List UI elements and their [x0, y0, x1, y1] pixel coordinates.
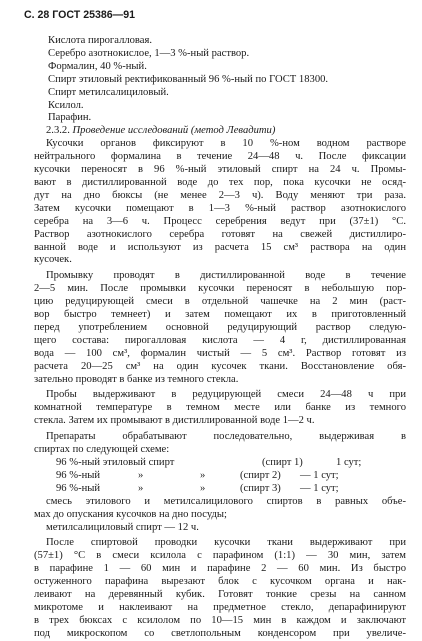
schedule-row [34, 457, 406, 470]
reagent-item: Парафин. [48, 112, 92, 124]
schedule-alcohol: 96 %-ный [56, 482, 101, 494]
schedule-step: (спирт 3) [240, 482, 281, 494]
text-line: Затем кусочки помещают в 1—3 %-ный раствор азотнокислого [34, 202, 406, 214]
text-line: вода — 100 см³, формалин чистый — 5 см³. Раствор готовят из [34, 347, 406, 359]
text-line: Раствор азотнокислого серебра готовят на свежей дистиллиро- [34, 228, 406, 240]
text-line: леивают на деревянный кубик. Готовят тонкие срезы на санном [34, 589, 406, 601]
text-line: нейтрального формалина в течение 24—48 ч. После фиксации [34, 151, 406, 163]
schedule-row [34, 483, 406, 496]
paragraph-mixture [34, 496, 406, 535]
document-page [24, 9, 406, 641]
reagent-list [36, 35, 406, 125]
text-line: (57±1) °С в смеси ксилола с парафином (1:1) — 30 мин, затем [34, 550, 406, 562]
paragraph-reduction [34, 389, 406, 428]
reagent-item: Формалин, 40 %-ный. [48, 60, 147, 72]
schedule-time: — 1 сут; [300, 482, 339, 494]
schedule-step: (спирт 1) [262, 457, 303, 468]
schedule-row [34, 470, 406, 483]
text-line: После спиртовой проводки кусочки ткани выдерживают при [46, 537, 406, 549]
reagent-item: Спирт метилсалициловый. [48, 86, 169, 98]
text-line: кусочки переносят в 96 %-ный этиловый спирт на 24 ч. Промы- [34, 164, 406, 176]
schedule-time: 1 сут; [336, 457, 362, 468]
text-line: серебра на 3—6 ч. Процесс серебрения ведут при (37±1) °С. [34, 215, 406, 227]
schedule-step: (спирт 2) [240, 469, 281, 481]
reagent-item: Серебро азотнокислое, 1—3 %-ный раствор. [48, 47, 250, 59]
ditto-mark: » [200, 482, 206, 494]
text-line: цию редуцирующей смеси в отдельной чашечке на 2 мин (раст- [34, 296, 406, 308]
section-number: 2.3.2. [46, 125, 70, 137]
text-line: Пробы выдерживают в редуцирующей смеси 24—48 ч при [46, 389, 406, 401]
reagent-item: Ксилол. [48, 99, 84, 111]
text-line: кусочек. [34, 254, 72, 266]
ditto-mark: » [200, 469, 206, 481]
text-line: в парафине 1 — 60 мин и парафине 2 — 60 мин. Из быстро [34, 563, 406, 575]
text-line: Препараты обрабатывают последовательно, выдерживая в [46, 431, 406, 443]
page-header [24, 9, 406, 22]
text-line: спиртах по следующей схеме: [34, 444, 170, 456]
reagent-item: Спирт этиловый ректификованный 96 %-ный по ГОСТ 18300. [48, 73, 329, 85]
text-line: зательно проводят в банке из темного стекла. [34, 373, 239, 385]
text-line: вор быстро темнеет) и затем помещают их в приготовленный [34, 309, 406, 321]
paragraph-embedding [34, 537, 406, 640]
text-line: под микроскопом со светлопольным конденсором при увеличе- [34, 627, 406, 639]
text-line: микротоме и наклеивают на предметное стекло, депарафинируют [34, 601, 406, 613]
paragraph-processing [34, 431, 406, 457]
text-line: ванной воде и используют из расчета 15 см³ раствора на один [34, 241, 406, 253]
text-line: смесь этилового и метилсалицилового спиртов в равных объе- [46, 495, 406, 507]
text-line: метилсалициловый спирт — 12 ч. [46, 521, 199, 533]
alcohol-schedule [34, 457, 406, 496]
text-line: щего состава: пирогалловая кислота — 4 г, дистиллированная [34, 334, 406, 346]
section-heading [34, 125, 406, 138]
text-line: вают в дистиллированной воде до тех пор, пока кусочки не осяд- [34, 176, 406, 188]
ditto-mark: » [138, 482, 144, 494]
schedule-alcohol: 96 %-ный этиловый спирт [56, 457, 175, 468]
text-line: в трех бюксах с ксилолом по 10—15 мин в каждом и заключают [34, 614, 406, 626]
paragraph-fixation [34, 138, 406, 267]
section-title: Проведение исследований (метод Левадити) [72, 125, 276, 137]
schedule-alcohol: 96 %-ный [56, 469, 101, 481]
standard-number: ГОСТ 25386—91 [52, 9, 136, 21]
ditto-mark: » [138, 469, 144, 481]
text-line: 2—5 мин. После промывки кусочки переносят в небольшую пор- [34, 283, 406, 295]
text-line: остуженного парафина вырезают блок с кусочком органа и нак- [34, 576, 406, 588]
text-line: мах до опускания кусочков на дно посуды; [34, 508, 227, 520]
text-line: дут на дно бюксы (не менее 2—3 ч). Воду меняют три раза. [34, 189, 406, 201]
text-line: Промывку проводят в дистиллированной воде в течение [46, 270, 406, 282]
text-line: комнатной температуре в темном месте или банке из темного [34, 402, 406, 414]
text-line: перед употреблением основной редуцирующий раствор следую- [34, 321, 406, 333]
schedule-time: — 1 сут; [300, 469, 339, 481]
reagent-item: Кислота пирогалловая. [48, 35, 153, 46]
text-line: Кусочки органов фиксируют в 10 %-ном водном растворе [46, 138, 406, 150]
paragraph-washing [34, 270, 406, 386]
page-number: С. 28 [24, 9, 50, 21]
text-line: расчета 20—25 см³ на один кусочек ткани. Восстановление обя- [34, 360, 406, 372]
text-line: стекла. Затем их промывают в дистиллированной воде 1—2 ч. [34, 415, 315, 427]
